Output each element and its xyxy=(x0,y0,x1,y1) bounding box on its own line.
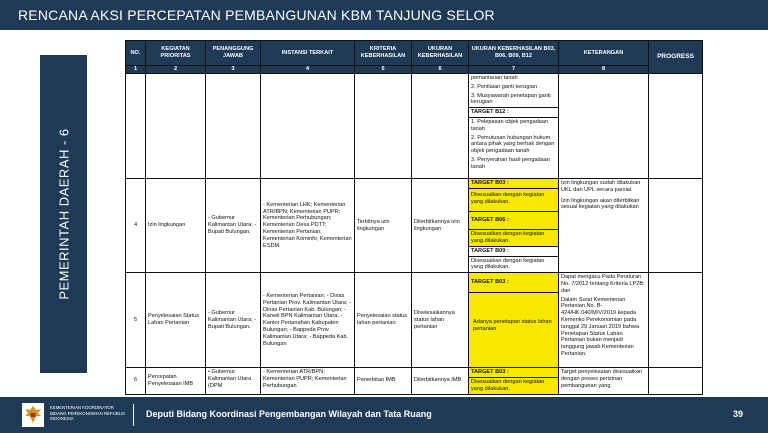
penanggung-jawab-cell: - Gubernur Kalimantan Utara; - Bupati Bulungan. xyxy=(206,179,261,273)
kegiatan-cell: Penyelesaian Status Lahan Pertanian xyxy=(146,273,206,368)
target-cell: TARGET B03 : Disesuaikan dengan kegiatan yang dilakukan. xyxy=(469,368,559,394)
col-header: PENANGGUNG JAWAB xyxy=(206,41,261,66)
col-number: 8 xyxy=(559,66,649,74)
kriteria-cell: Penyelesaian status lahan pertanian xyxy=(355,273,412,368)
ukuran-cell: Diselesaikannya status lahan pertanian xyxy=(412,273,469,368)
side-label-bar xyxy=(40,55,87,373)
target-cell: pemantauan tanah 2. Penilaian ganti kerugian 3. Musyawarah penetapan ganti kerugian TARGET B12 : 1. Pelepasan objek pengadaan tanah 2. Pemutusan hubungan hukum antara pihak yang berhak dengan objek pengadaan tanah 3. Penyerahan hasil pengadaan tanah xyxy=(469,74,559,179)
table-header-row xyxy=(126,41,703,66)
penanggung-jawab-cell: - Gubernur Kalimantan Utara; - Bupati Bulungan. xyxy=(206,273,261,368)
ukuran-cell: Diterbitkannya IMB xyxy=(412,368,469,394)
kemenko-label: KEMENTERIAN KOORDINATOR BIDANG PEREKONOMIAN REPUBLIK INDONESIA xyxy=(50,405,126,421)
col-header: NO. xyxy=(126,41,146,66)
instansi-cell: - Kementerian Pertanian; - Dinas Pertanian Prov. Kalimantan Utara; - Dinas Pertanian Kab. Bulungan; - Kanwil BPN Kalimantan Utara; - Kantor Pertanahan Kabupaten Bulungan; - Bappeda Prov. Kalimantan Utara; - Bappeda Kab. Bulungan xyxy=(261,273,355,368)
column-number-row xyxy=(126,66,703,74)
col-number: 4 xyxy=(261,66,355,74)
ukuran-cell: Diterbitkannya izin lingkungan xyxy=(412,179,469,273)
table-row xyxy=(126,368,703,394)
col-header-progress: PROGRESS xyxy=(649,41,703,74)
col-header: UKURAN KEBERHASILAN xyxy=(412,41,469,66)
footer-bar xyxy=(0,397,768,433)
instansi-cell: - Kementerian ATR/BPN; Kementerian PUPR; Kementerian Perhubungan xyxy=(261,368,355,394)
col-number: 2 xyxy=(146,66,206,74)
keterangan-cell: Dapat mengacu Pada Peraturan No. 7/2012 tentang Kriteria LP2B; dan Dalam Surat Kementerian Pertanian No. B-424/HK.040/M/V/2019 kepada Kemenko Perekonomian pada tanggal 29 Januari 2019 bahwa Penetapan Status Lahan Pertanian bukan menjadi tanggung jawab Kementerian Pertanian. xyxy=(559,273,649,368)
instansi-cell: - Kementerian LHK; Kementerian ATR/BPN; Kementerian PUPR; Kementerian Perhubungan; Kementerian Desa PDTT; Kementerian Pertanian; Kementerian Kominfo; Kementerian ESDM. xyxy=(261,179,355,273)
side-label: PEMERINTAH DAERAH - 6 xyxy=(56,128,71,300)
table-row xyxy=(126,179,703,273)
table-row xyxy=(126,273,703,368)
keterangan-cell: Izin lingkungan sudah dilakukan UKL dan UPL secara parsial. Izin lingkungan akan diterbitkan sesuai kegiatan yang dilakukan xyxy=(559,179,649,273)
kegiatan-cell: Izin lingkungan xyxy=(146,179,206,273)
row-number: 6 xyxy=(126,368,146,394)
target-cell: TARGET B03 : Adanya penetapan status lahan pertanian xyxy=(469,273,559,368)
garuda-emblem-icon xyxy=(22,403,44,427)
col-header: KEGIATAN PRIORITAS xyxy=(146,41,206,66)
row-number: 5 xyxy=(126,273,146,368)
col-number: 7 xyxy=(469,66,559,74)
col-number: 6 xyxy=(412,66,469,74)
target-cell: TARGET B03 : Disesuaikan dengan kegiatan yang dilakukan. TARGET B06 : Disesuaikan dengan kegiatan yang dilakukan. TARGET B09 : Disesuaikan dengan kegiatan yang dilakukan. xyxy=(469,179,559,273)
header-bar xyxy=(0,0,768,30)
col-number: 3 xyxy=(206,66,261,74)
col-number: 5 xyxy=(355,66,412,74)
slide-title: RENCANA AKSI PERCEPATAN PEMBANGUNAN KBM TANJUNG SELOR xyxy=(18,7,495,23)
page-number: 39 xyxy=(733,409,744,419)
keterangan-cell: Target penyelesaian disesuaikan dengan proses perizinan pembangunan yang xyxy=(559,368,649,394)
col-header: KRITERIA KEBERHASILAN xyxy=(355,41,412,66)
penanggung-jawab-cell: • Gubernur Kalimantan Utara (DPM xyxy=(206,368,261,394)
deputi-label: Deputi Bidang Koordinasi Pengembangan Wilayah dan Tata Ruang xyxy=(146,409,432,419)
kriteria-cell: Terbitnya izin lingkungan xyxy=(355,179,412,273)
row-number: 4 xyxy=(126,179,146,273)
table-row xyxy=(126,74,703,179)
action-plan-table xyxy=(125,40,703,395)
col-number: 1 xyxy=(126,66,146,74)
col-header: UKURAN KEBERHASILAN B03, B06, B09, B12 xyxy=(469,41,559,66)
col-header: KETERANGAN xyxy=(559,41,649,66)
kegiatan-cell: Percepatan Penyelesaian IMB xyxy=(146,368,206,394)
footer-divider xyxy=(133,404,134,426)
col-header: INSTANSI TERKAIT xyxy=(261,41,355,66)
kriteria-cell: Penerbitan IMB xyxy=(355,368,412,394)
